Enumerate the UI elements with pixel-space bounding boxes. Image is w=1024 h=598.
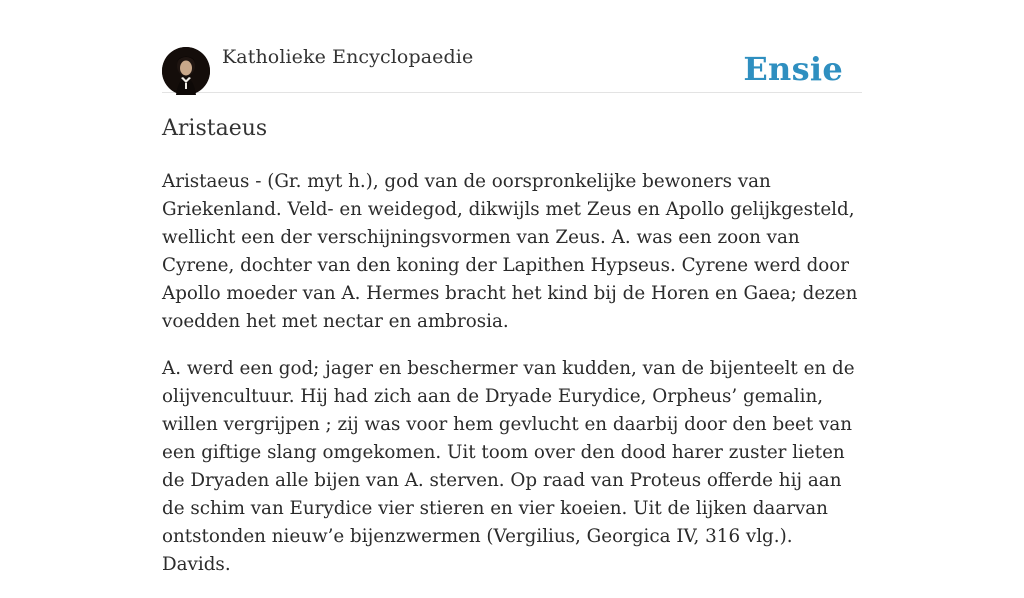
page-container (162, 0, 862, 575)
article-title: Aristaeus (162, 116, 268, 141)
brand-logo[interactable]: Ensie (743, 50, 843, 88)
article-paragraph: A. werd een god; jager en beschermer van kudden, van de bijenteelt en de olijvencultuur. Hij had zich aan de Dryade Eurydice, Orpheus’ gemalin, willen vergrijpen ; zij was voor hem gevlucht en daarbij door den beet van een giftige slang omgekomen. Uit toom over den dood harer zuster lieten de Dryaden alle bijen van A. sterven. Op raad van Proteus offerde hij aan de schim van Eurydice vier stieren en vier koeien. Uit de lijken daarvan ontstonden nieuw’e bijenzwermen (Vergilius, Georgica IV, 316 vlg.). Davids. (162, 358, 855, 575)
site-header (162, 0, 862, 93)
article-paragraph: Aristaeus - (Gr. myt h.), god van de oorspronkelijke bewoners van Griekenland. Veld- en weidegod, dikwijls met Zeus en Apollo gelijkgesteld, wellicht een der verschijningsvormen van Zeus. A. was een zoon van Cyrene, dochter van den koning der Lapithen Hypseus. Cyrene werd door Apollo moeder van A. Hermes bracht het kind bij de Horen en Gaea; dezen voedden het met nectar en ambrosia. (162, 171, 858, 332)
site-name[interactable]: Katholieke Encyclopaedie (222, 46, 474, 68)
portrait-avatar-icon[interactable] (162, 47, 210, 95)
article-body (162, 168, 866, 598)
